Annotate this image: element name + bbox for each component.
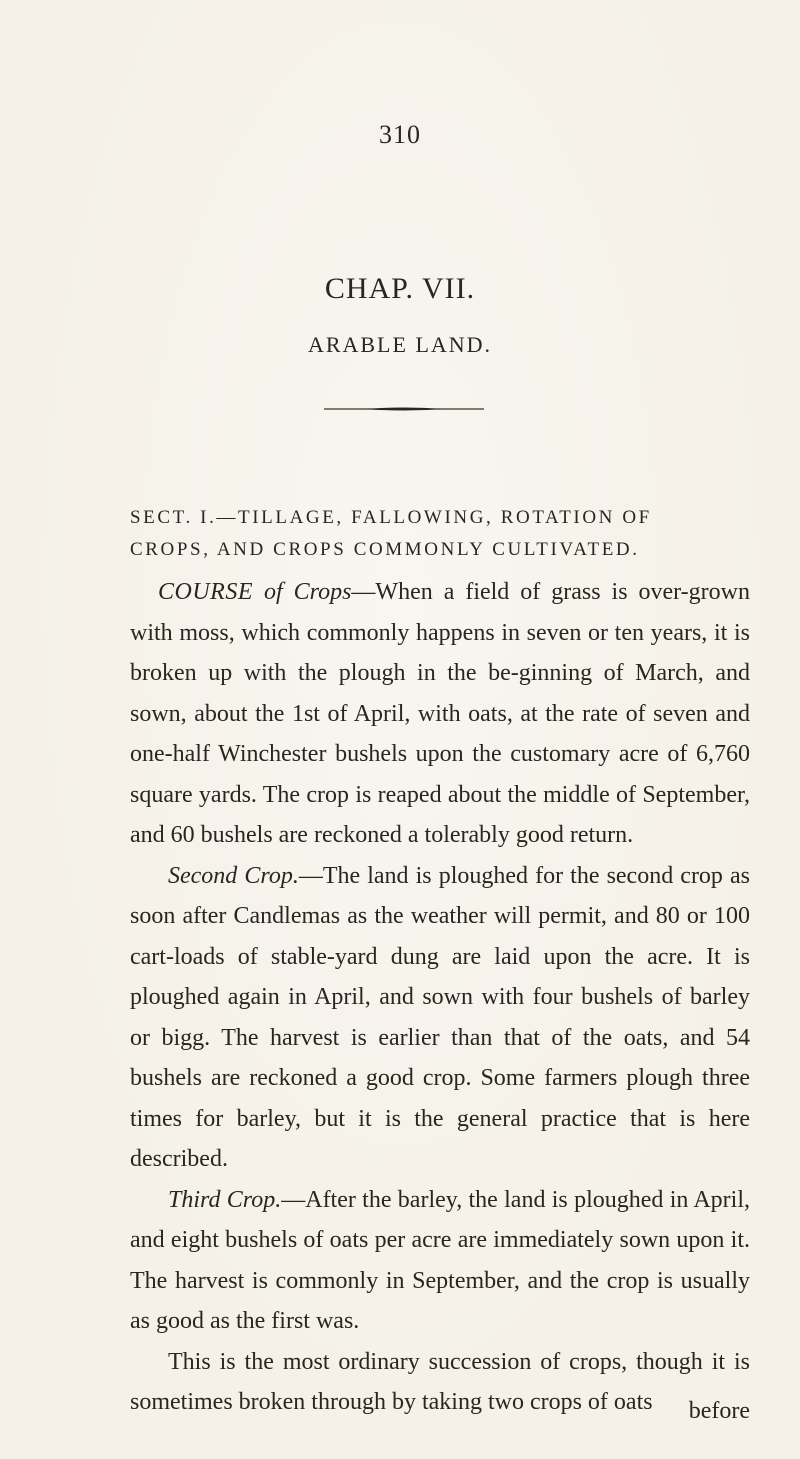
paragraph-third-crop: [130, 1180, 750, 1342]
paragraph-lead: Second Crop.: [168, 862, 299, 889]
paragraph-text: —After the barley, the land is ploughed in April, and eight bushels of oats per acre are immediately sown upon it. The harvest is commonly in September, and the crop is usually as good as the first was.: [130, 1186, 751, 1334]
body-text: [130, 572, 750, 1423]
section-heading-line-2: CROPS, AND CROPS COMMONLY CULTIVATED.: [130, 539, 640, 560]
paragraph-text: —The land is ploughed for the second crop as soon after Candlemas as the weather will permit, and 80 or 100 cart-loads of stable-yard dung are laid upon the acre. It is ploughed again in April, and sown with four bushels of barley or bigg. The harvest is earlier than that of the oats, and 54 bushels are reckoned a good crop. Some farmers plough three times for barley, but it is the general practice that is here described.: [130, 862, 751, 1172]
paragraph-second-crop: [130, 856, 750, 1180]
chapter-heading: CHAP. VII.: [324, 272, 476, 305]
paragraph-lead: Third Crop.: [168, 1186, 282, 1213]
paragraph-text: —When a field of grass is over-grown with moss, which commonly happens in seven or ten years, it is broken up with the plough in the be-ginning of March, and sown, about the 1st of April, with oats, at the rate of seven and one-half Winchester bushels upon the customary acre of 6,760 square yards. The crop is reaped about the middle of September, and 60 bushels are reckoned a tolerably good return.: [130, 579, 750, 848]
paragraph-lead: COURSE: [158, 579, 253, 605]
ornamental-rule: [324, 407, 484, 411]
section-heading-line-1: SECT. I.—TILLAGE, FALLOWING, ROTATION OF: [130, 507, 652, 528]
catchword: before: [688, 1398, 750, 1424]
page-number: 310: [379, 120, 421, 149]
section-heading: [130, 502, 750, 566]
paragraph-lead-connector: of: [253, 579, 294, 605]
paragraph-text: This is the most ordinary succession of crops, though it is sometimes broken through by taking two crops of oats: [130, 1348, 750, 1415]
paragraph-course-of-crops: [130, 572, 750, 856]
chapter-subject: ARABLE LAND.: [307, 332, 493, 357]
paragraph-succession: [130, 1342, 750, 1423]
paragraph-lead-tail: Crops: [293, 579, 352, 605]
